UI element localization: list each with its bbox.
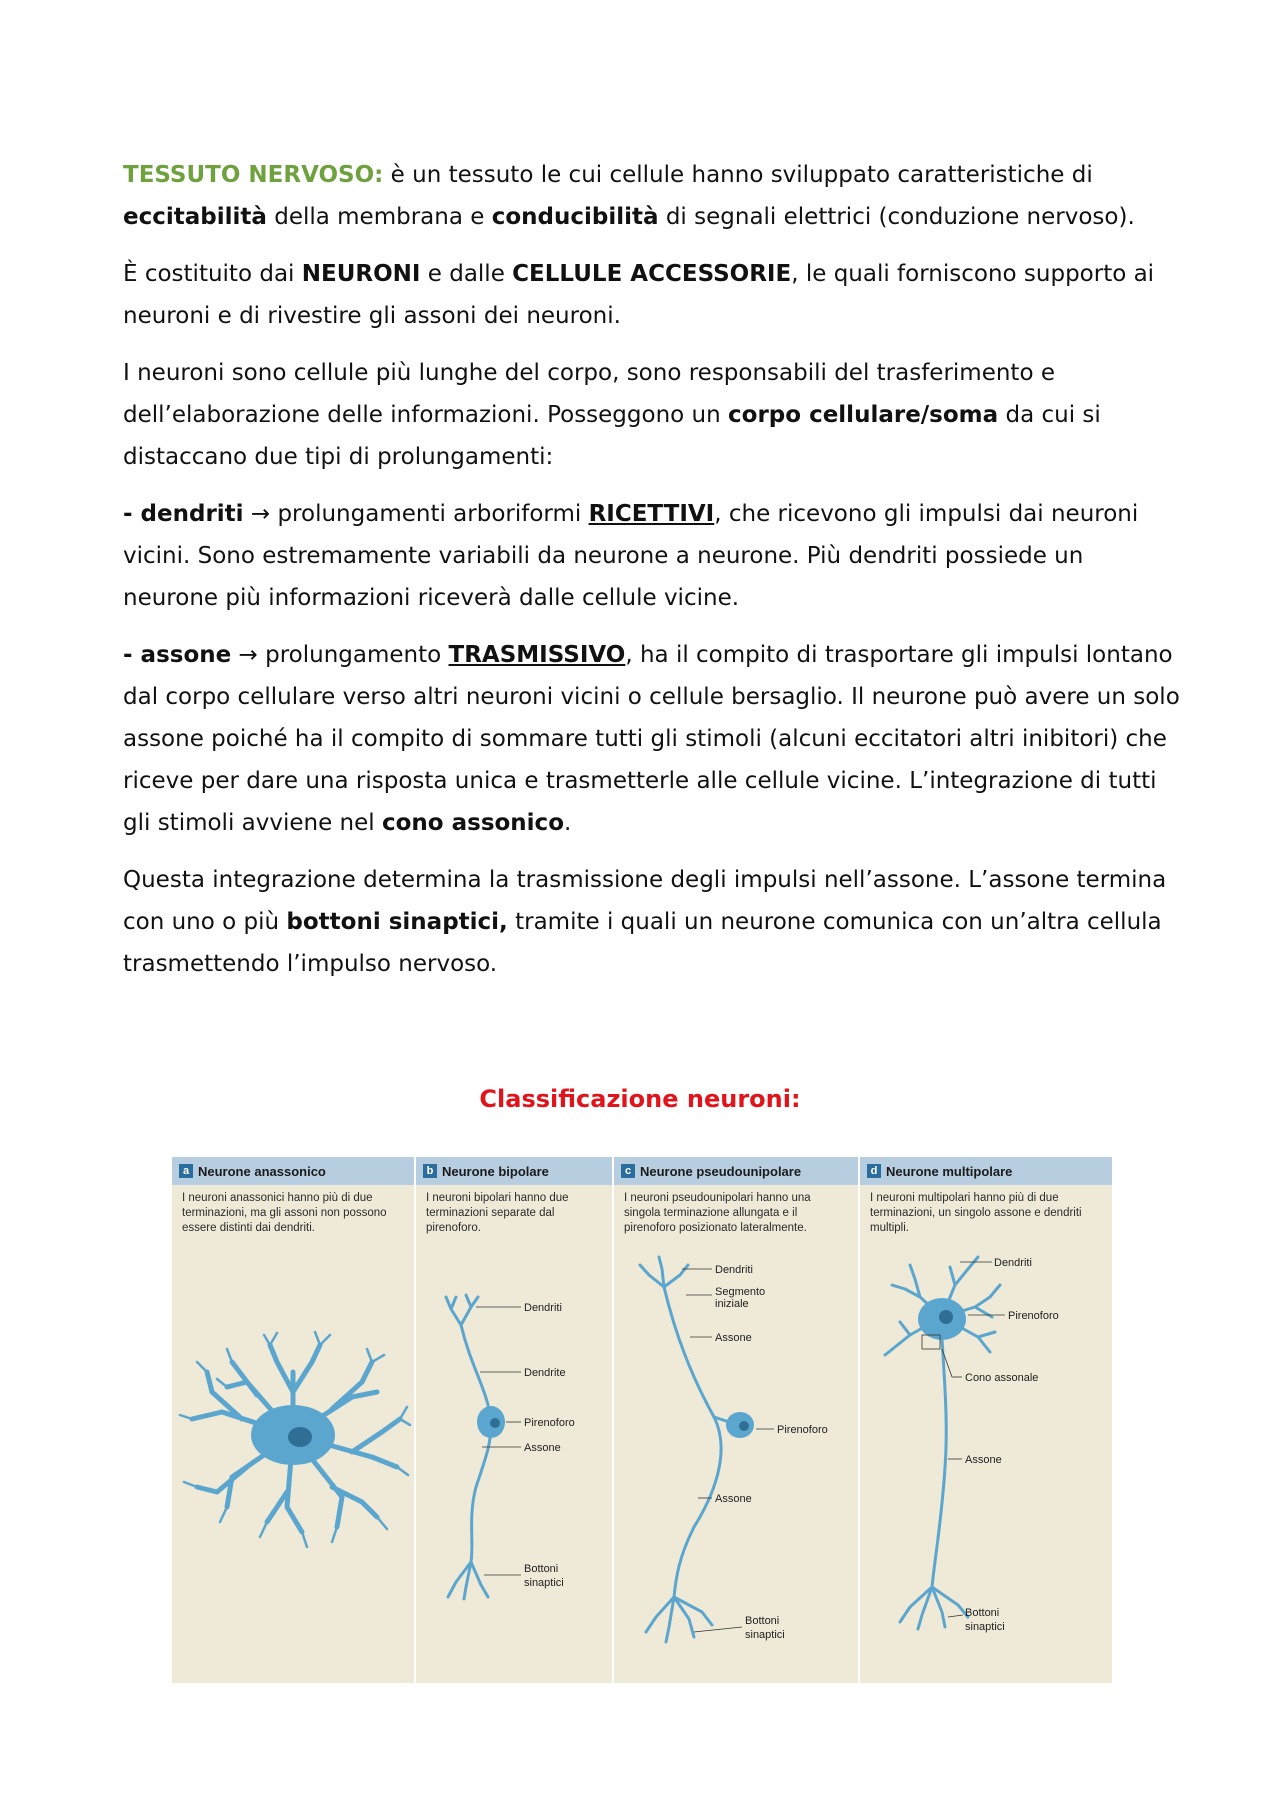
anaxonic-neuron-illustration xyxy=(172,1157,414,1683)
paragraph-axon: - assone → prolungamento TRASMISSIVO, ha il compito di trasportare gli impulsi lontano dal corpo cellulare verso altri neuroni vicini o cellule bersaglio. Il neurone può avere un solo assone poiché ha il compito di sommare tutti gli stimoli (alcuni eccitatori altri inibitori) che riceve per dare una risposta unica e trasmetterle alle cellule vicine. L’integrazione di tutti gli stimoli avviene nel cono assonico. xyxy=(123,642,1180,836)
panel-header: c Neurone pseudounipolare xyxy=(614,1157,858,1185)
svg-text:Bottoni: Bottoni xyxy=(965,1607,1000,1619)
paragraph-composition: È costituito dai NEURONI e dalle CELLULE ACCESSORIE, le quali forniscono supporto ai neuroni e di rivestire gli assoni dei neuroni. xyxy=(123,261,1155,329)
svg-text:Assone: Assone xyxy=(715,1332,752,1344)
svg-text:Dendriti: Dendriti xyxy=(994,1257,1032,1269)
svg-text:Assone: Assone xyxy=(715,1493,752,1505)
panel-anaxonic xyxy=(172,1157,414,1683)
neuron-classification-figure xyxy=(172,1157,1114,1683)
svg-text:Dendriti: Dendriti xyxy=(524,1302,562,1314)
panel-multipolar xyxy=(860,1157,1112,1683)
svg-text:iniziale: iniziale xyxy=(715,1298,749,1310)
panel-description: I neuroni pseudounipolari hanno una singola terminazione allungata e il pirenoforo posizionato lateralmente. xyxy=(624,1192,811,1234)
paragraph-dendrites: - dendriti → prolungamenti arboriformi RICETTIVI, che ricevono gli impulsi dai neuroni vicini. Sono estremamente variabili da neurone a neurone. Più dendriti possiede un neurone più informazioni riceverà dalle cellule vicine. xyxy=(123,501,1139,611)
document-body xyxy=(123,154,1183,1000)
svg-text:sinaptici: sinaptici xyxy=(965,1621,1005,1633)
paragraph-synapse: Questa integrazione determina la trasmissione degli impulsi nell’assone. L’assone termina con uno o più bottoni sinaptici, tramite i quali un neurone comunica con un’altra cellula trasmettendo l’impulso nervoso. xyxy=(123,867,1167,977)
svg-text:sinaptici: sinaptici xyxy=(524,1577,564,1589)
svg-text:Dendriti: Dendriti xyxy=(715,1264,753,1276)
panel-pseudounipolar xyxy=(614,1157,858,1683)
svg-text:Dendrite: Dendrite xyxy=(524,1367,566,1379)
panel-description: I neuroni bipolari hanno due terminazioni separate dal pirenoforo. xyxy=(426,1192,569,1234)
svg-text:Pirenoforo: Pirenoforo xyxy=(777,1424,828,1436)
svg-text:Assone: Assone xyxy=(524,1442,561,1454)
panel-header: b Neurone bipolare xyxy=(416,1157,612,1185)
svg-text:Pirenoforo: Pirenoforo xyxy=(1008,1310,1059,1322)
panel-header: d Neurone multipolare xyxy=(860,1157,1112,1185)
paragraph-definition: TESSUTO NERVOSO: è un tessuto le cui cellule hanno sviluppato caratteristiche di eccitabilità della membrana e conducibilità di segnali elettrici (conduzione nervoso). xyxy=(123,162,1135,230)
svg-text:Bottoni: Bottoni xyxy=(745,1615,780,1627)
paragraph-neurons: I neuroni sono cellule più lunghe del corpo, sono responsabili del trasferimento e dell’elaborazione delle informazioni. Posseggono un corpo cellulare/soma da cui si distaccano due tipi di prolungamenti: xyxy=(123,360,1101,470)
section-title: Classificazione neuroni: xyxy=(479,1085,801,1113)
svg-text:Pirenoforo: Pirenoforo xyxy=(524,1417,575,1429)
svg-text:sinaptici: sinaptici xyxy=(745,1629,785,1641)
bipolar-neuron-illustration xyxy=(416,1157,612,1683)
pseudounipolar-neuron-illustration xyxy=(614,1157,858,1683)
svg-text:Bottoni: Bottoni xyxy=(524,1563,559,1575)
panel-header: a Neurone anassonico xyxy=(172,1157,414,1185)
panel-description: I neuroni anassonici hanno più di due terminazioni, ma gli assoni non possono essere distinti dai dendriti. xyxy=(182,1192,387,1234)
panel-description: I neuroni multipolari hanno più di due terminazioni, un singolo assone e dendriti multipli. xyxy=(870,1192,1082,1234)
svg-text:Segmento: Segmento xyxy=(715,1286,766,1298)
panel-bipolar xyxy=(416,1157,612,1683)
svg-text:Cono assonale: Cono assonale xyxy=(965,1372,1039,1384)
tissue-title: TESSUTO NERVOSO: xyxy=(123,162,384,188)
svg-text:Assone: Assone xyxy=(965,1454,1002,1466)
multipolar-neuron-illustration xyxy=(860,1157,1112,1683)
